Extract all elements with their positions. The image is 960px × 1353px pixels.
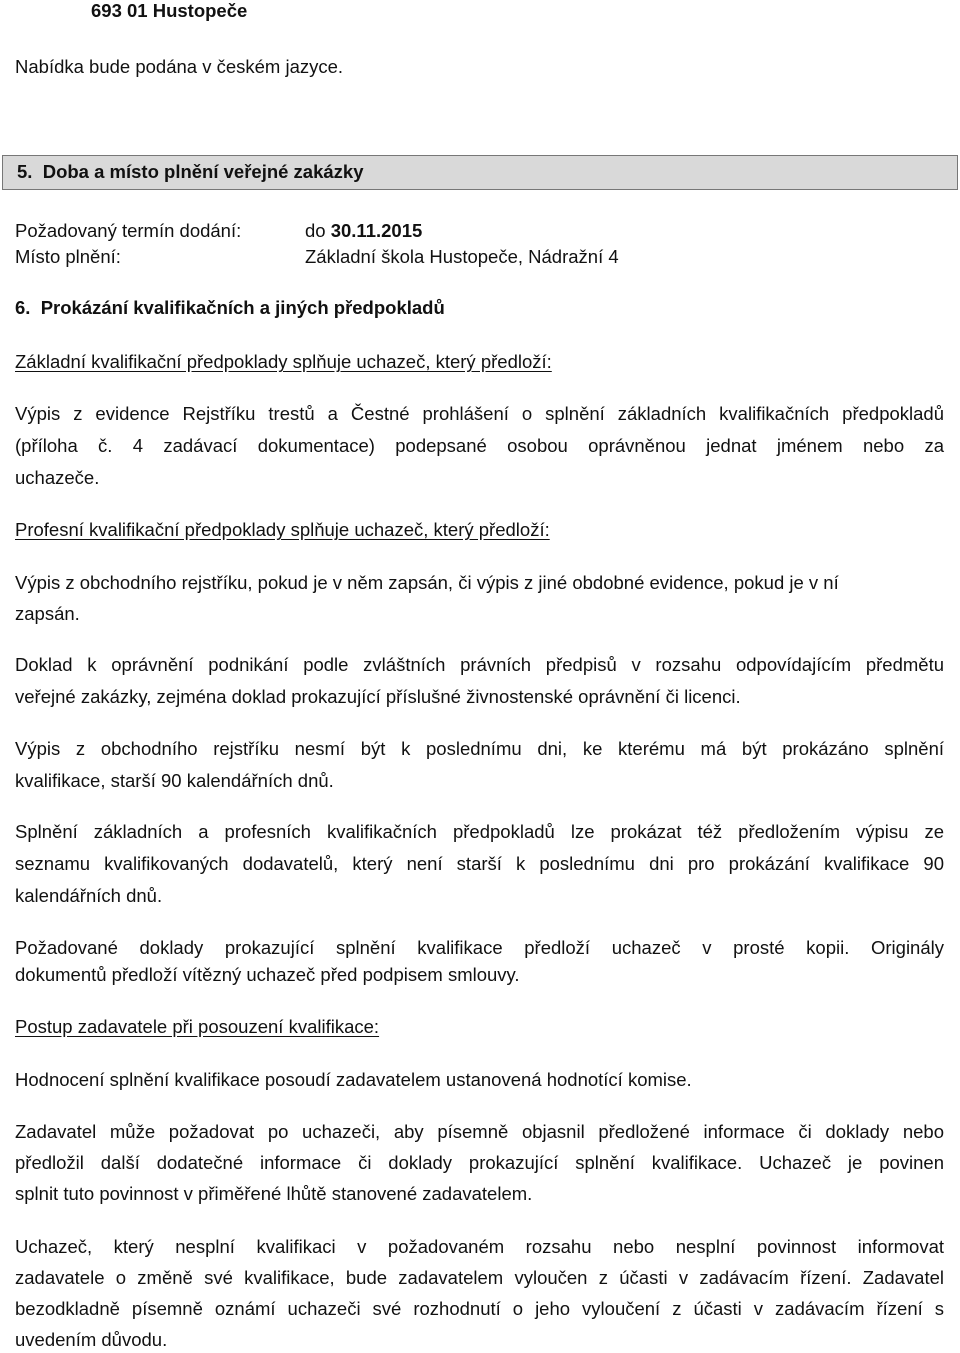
professional-qualification-heading: Profesní kvalifikační předpoklady splňuje uchazeč, který předloží: [15,519,550,540]
prof-text-3-line-1: Výpis z obchodního rejstříku nesmí být k poslednímu dni, ke kterému má být prokázáno splnění [15,738,944,759]
place-row [15,245,944,269]
section-6-number: 6. [15,297,31,318]
procedure-text-2-line-1: Zadavatel může požadovat po uchazeči, aby písemně objasnil předložené informace či doklady nebo [15,1121,944,1142]
basic-text-line-1: Výpis z evidence Rejstříku trestů a Čestné prohlášení o splnění základních kvalifikačních předpokladů [15,403,944,424]
procedure-text-2-line-3: splnit tuto povinnost v přiměřené lhůtě stanovené zadavatelem. [15,1183,533,1204]
section-6-title [15,296,944,320]
delivery-value: 30.11.2015 [330,220,423,241]
list-text-line-3: kalendářních dnů. [15,885,163,906]
place-value: Základní škola Hustopeče, Nádražní 4 [305,246,619,267]
procedure-heading: Postup zadavatele při posouzení kvalifikace: [15,1016,380,1037]
prof-text-2-line-2: veřejné zakázky, zejména doklad prokazující příslušné živnostenské oprávnění či licenci. [15,686,741,707]
prof-text-2-line-1: Doklad k oprávnění podnikání podle zvláštních právních předpisů v rozsahu odpovídajícím předmětu [15,654,944,675]
section-5-title [17,160,941,184]
place-label: Místo plnění: [15,246,121,267]
copies-text-line-1: Požadované doklady prokazující splnění kvalifikace předloží uchazeč v prosté kopii. Originály [15,937,944,958]
language-note: Nabídka bude podána v českém jazyce. [15,56,344,77]
section-6-title-text: Prokázání kvalifikačních a jiných předpokladů [40,297,445,318]
procedure-text-1: Hodnocení splnění kvalifikace posoudí zadavatelem ustanovená hodnotící komise. [15,1069,692,1090]
procedure-text-3-line-3: bezodkladně písemně oznámí uchazeči své rozhodnutí o jeho vyloučení z účasti v zadávacím řízení s [15,1298,944,1319]
prof-text-3-line-2: kvalifikace, starší 90 kalendářních dnů. [15,770,334,791]
delivery-row [15,219,944,243]
delivery-prefix: do [305,220,326,241]
prof-text-1-line-2: zapsán. [15,603,80,624]
list-text-line-1: Splnění základních a profesních kvalifikačních předpokladů lze prokázat též předložením výpisu ze [15,821,944,842]
procedure-text-3-line-2: zadavatele o změně své kvalifikace, bude zadavatelem vyloučen z účasti v zadávacím řízení. Zadavatel [15,1267,944,1288]
section-5-title-text: Doba a místo plnění veřejné zakázky [42,161,364,182]
basic-qualification-heading: Základní kvalifikační předpoklady splňuje uchazeč, který předloží: [15,351,552,372]
section-5-number: 5. [17,161,33,182]
prof-text-1-line-1: Výpis z obchodního rejstříku, pokud je v něm zapsán, či výpis z jiné obdobné evidence, pokud je v ní [15,572,839,593]
address-city-line: 693 01 Hustopeče [91,0,248,21]
copies-text-line-2: dokumentů předloží vítězný uchazeč před podpisem smlouvy. [15,964,520,985]
procedure-text-2-line-2: předložil další dodatečné informace či doklady prokazující splnění kvalifikace. Uchazeč je povinen [15,1152,944,1173]
list-text-line-2: seznamu kvalifikovaných dodavatelů, který není starší k poslednímu dni pro prokázání kvalifikace 90 [15,853,944,874]
procedure-text-3-line-1: Uchazeč, který nesplní kvalifikaci v požadovaném rozsahu nebo nesplní povinnost informovat [15,1236,944,1257]
basic-text-line-2: (příloha č. 4 zadávací dokumentace) podepsané osobou oprávněnou jednat jménem nebo za [15,435,944,456]
basic-text-line-3: uchazeče. [15,467,100,488]
procedure-text-3-line-4: uvedením důvodu. [15,1329,168,1350]
delivery-label: Požadovaný termín dodání: [15,220,242,241]
section-5-header [2,155,958,190]
